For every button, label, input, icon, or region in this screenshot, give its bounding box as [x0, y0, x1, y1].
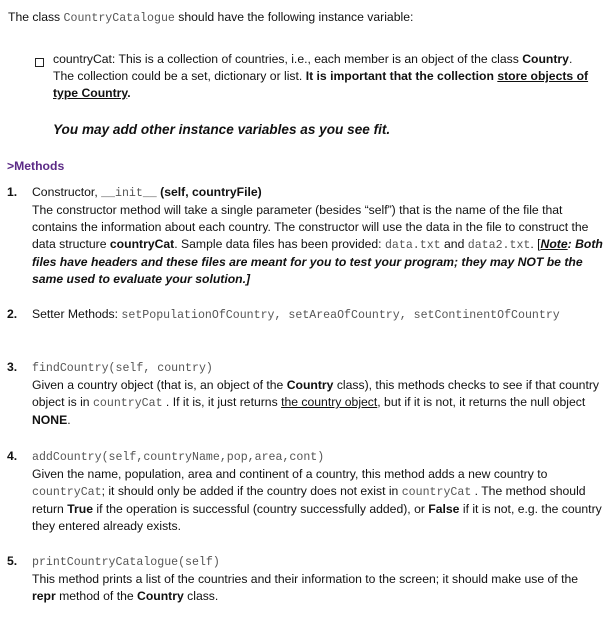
intro-line: [8, 9, 613, 27]
setter-code: setPopulationOfCountry, setAreaOfCountry, setContinentOfCountry: [121, 309, 560, 322]
method-number: 2.: [7, 307, 18, 321]
method-content: findCountry(self, country) Given a country object (that is, an object of the Country class), this methods checks to see if that country object is in countryCat . If it is, it just returns the country object, but if it is not, it returns the null object NONE.: [32, 362, 599, 427]
instance-variable-description: countryCat: This is a collection of countries, i.e., each member is an object of the class Country. The collection could be a set, dictionary or list. It is important that the collection store objects of type Country.: [53, 52, 589, 100]
extra-variables-note: You may add other instance variables as you see fit.: [53, 122, 391, 137]
class-name-code: CountryCatalogue: [63, 12, 175, 25]
method-number: 4.: [7, 449, 18, 463]
method-content: printCountryCatalogue(self) This method prints a list of the countries and their information to the screen; it should make use of the repr method of the Country class.: [32, 556, 579, 603]
method-number: 3.: [7, 360, 18, 374]
method-signature: printCountryCatalogue(self): [32, 556, 220, 569]
method-number: 5.: [7, 554, 18, 568]
intro-suffix: should have the following instance variable:: [174, 10, 414, 24]
init-code: __init__: [101, 187, 157, 200]
method-content: Constructor, __init__ (self, countryFile) The constructor method will take a single parameter (besides “self”) that is the name of the file that contains the information about each country. The constructor will use the data in the file to construct the data structure countryCat. Sample data files has been provided: data.txt and data2.txt. [Note: Both files have headers and these files are meant for you to test your program; they may NOT be the same used to evaluate your solution.]: [32, 185, 603, 286]
intro-prefix: The class: [8, 10, 64, 24]
method-content: addCountry(self,countryName,pop,area,cont) Given the name, population, area and continent of a country, this method adds a new country to countryCat; it should only be added if the country does not exist in countryCat . The method should return True if the operation is successful (country successfully added), or False if it is not, e.g. the country they entered already exists.: [32, 451, 602, 533]
methods-heading: >Methods: [7, 159, 65, 173]
method-number: 1.: [7, 185, 18, 199]
file-name-data2: data2.txt: [467, 239, 531, 252]
method-content: Setter Methods: setPopulationOfCountry, setAreaOfCountry, setContinentOfCountry: [32, 307, 560, 322]
instance-var-name: countryCat:: [53, 52, 116, 66]
note-label: Note: [540, 237, 568, 251]
method-signature: addCountry(self,countryName,pop,area,cont): [32, 451, 325, 464]
file-name-data: data.txt: [384, 239, 441, 252]
square-bullet-icon: [35, 58, 44, 67]
method-signature: findCountry(self, country): [32, 362, 213, 375]
